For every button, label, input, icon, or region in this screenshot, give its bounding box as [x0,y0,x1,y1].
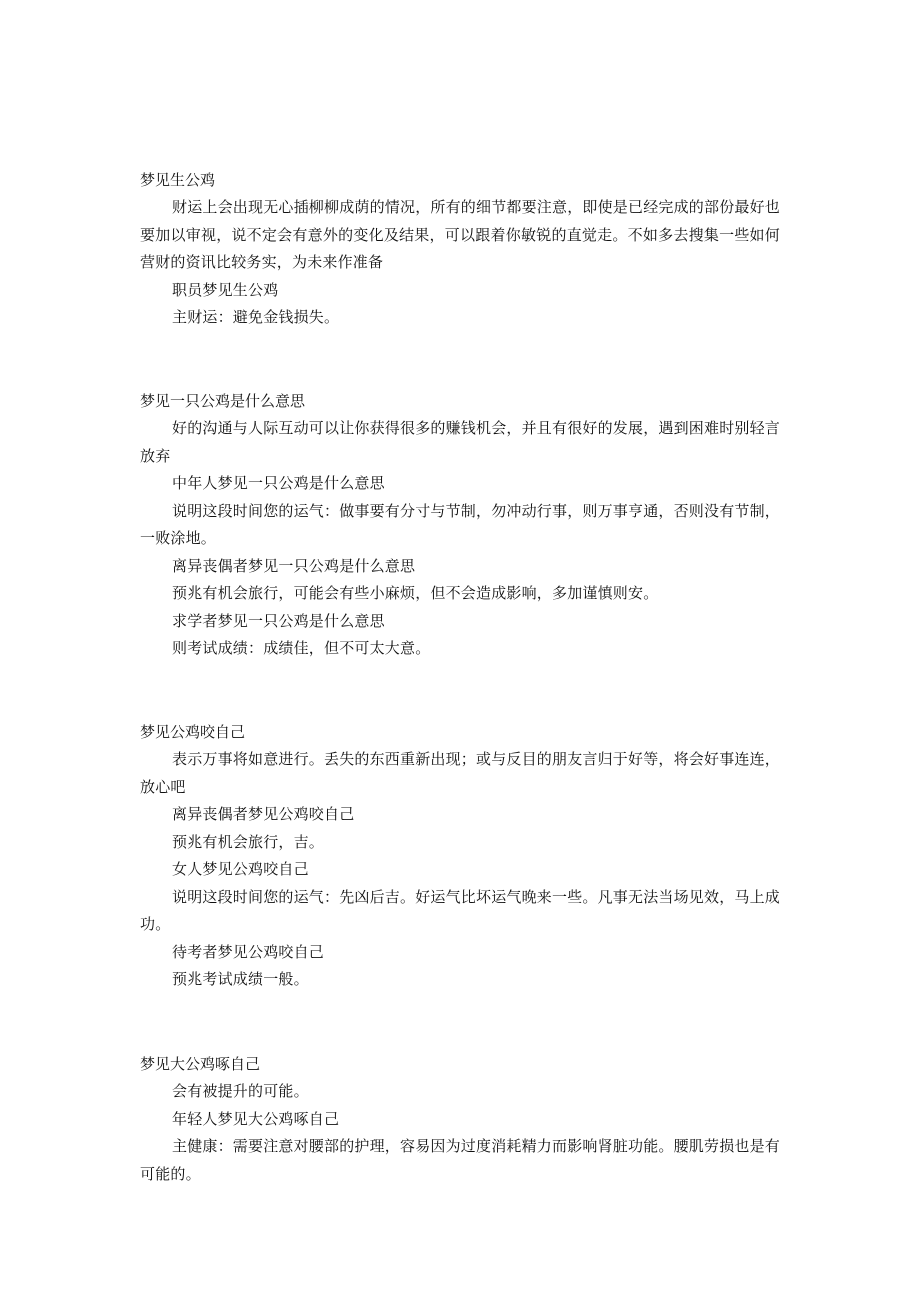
paragraph: 预兆有机会旅行，吉。 [172,832,325,851]
paragraph: 求学者梦见一只公鸡是什么意思 [172,611,385,630]
paragraph: 会有被提升的可能。 [172,1082,309,1100]
paragraph: 好的沟通与人际互动可以让你获得很多的赚钱机会，并且有很好的发展，遇到困难时别轻言放弃 [140,419,781,465]
paragraph: 说明这段时间您的运气：先凶后吉。好运气比坏运气晚来一些。凡事无法当场见效，马上成功。 [140,887,781,933]
section-heading: 梦见公鸡咬自己 [140,723,246,741]
paragraph: 离异丧偶者梦见一只公鸡是什么意思 [172,556,416,575]
paragraph: 说明这段时间您的运气：做事要有分寸与节制，勿冲动行事，则万事亨通，否则没有节制，一败涂地。 [140,501,781,547]
paragraph: 主健康：需要注意对腰部的护理，容易因为过度消耗精力而影响肾脏功能。腰肌劳损也是有可能的。 [140,1137,781,1183]
section-1 [140,167,780,332]
section-4 [140,1051,780,1188]
section-heading: 梦见大公鸡啄自己 [140,1055,261,1073]
paragraph: 年轻人梦见大公鸡啄自己 [172,1109,340,1128]
paragraph: 表示万事将如意进行。丢失的东西重新出现；或与反目的朋友言归于好等，将会好事连连，放心吧 [140,750,781,796]
section-2 [140,388,780,663]
paragraph: 预兆有机会旅行，可能会有些小麻烦，但不会造成影响，多加谨慎则安。 [172,584,659,602]
paragraph: 则考试成绩：成绩佳，但不可太大意。 [172,639,431,657]
paragraph: 财运上会出现无心插柳柳成荫的情况，所有的细节都要注意，即使是已经完成的部份最好也要加以审视，说不定会有意外的变化及结果，可以跟着你敏锐的直觉走。不如多去搜集一些如何营财的资讯比较务实，为未来作准备 [140,198,781,271]
paragraph: 预兆考试成绩一般。 [172,970,309,988]
paragraph: 中年人梦见一只公鸡是什么意思 [172,474,385,492]
section-heading: 梦见生公鸡 [140,171,216,189]
paragraph: 待考者梦见公鸡咬自己 [172,942,325,961]
section-heading: 梦见一只公鸡是什么意思 [140,392,306,410]
paragraph: 女人梦见公鸡咬自己 [172,860,309,878]
section-3 [140,719,780,994]
paragraph: 主财运：避免金钱损失。 [172,308,340,326]
paragraph: 职员梦见生公鸡 [172,280,279,299]
paragraph: 离异丧偶者梦见公鸡咬自己 [172,805,355,823]
